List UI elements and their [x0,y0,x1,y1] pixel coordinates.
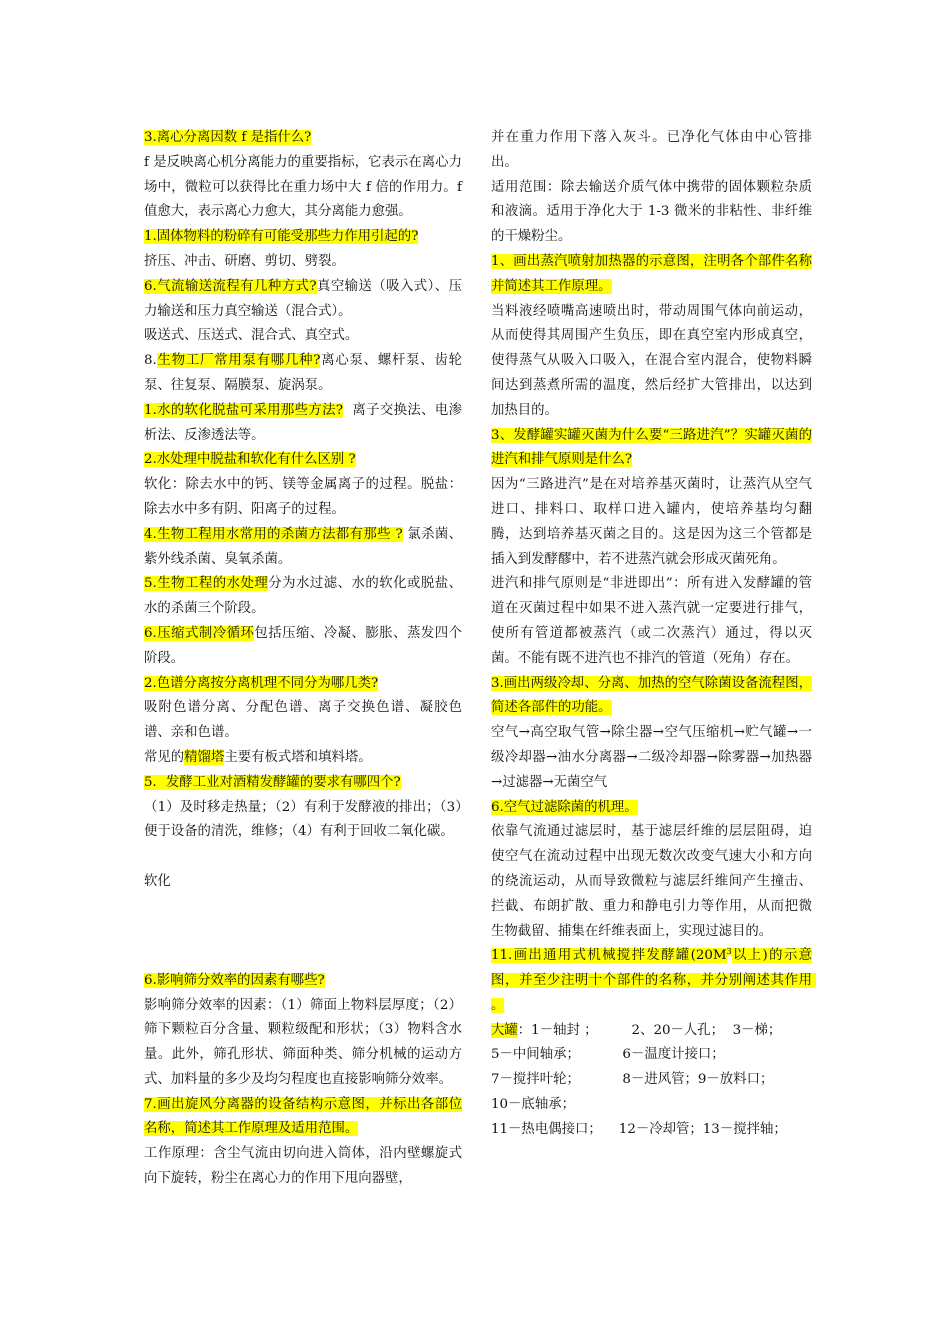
highlighted-text: 6.压缩式制冷循环 [144,625,255,641]
paragraph [144,250,462,275]
paragraph [491,721,812,795]
highlighted-text: 11.画出通用式机械搅拌发酵罐(20M [491,948,727,964]
paragraph [491,424,812,474]
paragraph [144,448,462,473]
text-run: （1）及时移走热量；（2）有利于发酵液的排出；（3）便于设备的清洗，维修；（4）有利于回收二氧化碳。 [144,799,462,840]
highlighted-text: 3、发酵罐实罐灭菌为什么要“三路进汽”？实罐灭菌的进汽和排气原则是什么? [491,427,812,468]
text-run: 适用范围：除去输送介质气体中携带的固体颗粒杂质和液滴。适用于净化大于 1-3 微米的非粘性、非纤维的干燥粉尘。 [491,179,812,245]
paragraph [144,399,462,449]
text-run: 5－中间轴承； 6－温度计接口； [491,1047,725,1063]
text-run: 常见的 [144,749,185,765]
text-run: 挤压、冲击、研磨、剪切、劈裂。 [144,253,345,269]
text-run: 吸送式、压送式、混合式、真空式。 [144,328,359,344]
text-run: 离子交换法、电渗析法、反渗透法等。 [144,402,462,443]
left-column [144,126,471,1192]
paragraph [491,572,812,671]
highlighted-text: 5．发酵工业对酒精发酵罐的要求有哪四个? [144,774,401,790]
paragraph [491,1043,812,1068]
paragraph [144,870,462,895]
text-run: 10－底轴承； [491,1097,575,1113]
paragraph [491,250,812,300]
paragraph [491,473,812,572]
paragraph [491,1093,812,1118]
highlighted-text: 精馏塔 [184,749,225,765]
text-run: 空气→高空取气管→除尘器→空气压缩机→贮气罐→一级冷却器→油水分离器→二级冷却器→除雾器→加热器→过滤器→无菌空气 [491,725,812,790]
paragraph [144,796,462,846]
text-run: f 是反映离心机分离能力的重要指标，它表示在离心力场中，微粒可以获得比在重力场中大 f 倍的作用力。f 值愈大，表示离心力愈大，其分离能力愈强。 [144,154,471,220]
highlighted-text: 6.空气过滤除菌的机理。 [491,799,638,815]
paragraph [491,1068,812,1093]
paragraph [491,672,812,722]
highlighted-text: 1.水的软化脱盐可采用那些方法? [144,402,344,418]
paragraph [491,944,817,1018]
text-run: 影响筛分效率的因素：（1）筛面上物料层厚度；（2）筛下颗粒百分含量、颗粒级配和形状；（3）物料含水量。此外，筛孔形状、筛面种类、筛分机械的运动方式、加料量的多少及均匀程度也直接影响筛分效率。 [144,997,462,1087]
text-run: ：1－轴封 ； 2、20－人孔； 3－梯； [517,1022,782,1038]
paragraph [144,126,462,151]
text-run: 当料液经喷嘴高速喷出时，带动周围气体向前运动，从而使得其周围产生负压，即在真空室内形成真空，使得蒸气从吸入口吸入，在混合室内混合，使物料瞬间达到蒸煮所需的温度，然后经扩大管排出，以达到加热目的。 [491,303,812,418]
highlighted-text: 1、画出蒸汽喷射加热器的示意图，注明各个部件名称并简述其工作原理。 [491,253,812,294]
paragraph [491,1118,812,1143]
paragraph [491,820,812,944]
paragraph [144,1093,462,1143]
paragraph [144,473,462,523]
text-run: 包括压缩、冷凝、膨胀、蒸发四个阶段。 [144,625,462,666]
text-run: 氯杀菌、紫外线杀菌、臭氧杀菌。 [144,526,462,567]
highlighted-text: 5.生物工程的水处理 [144,576,269,592]
highlighted-text: 7.画出旋风分离器的设备结构示意图，并标出各部位名称，简述其工作原理及适用范围。 [144,1096,462,1137]
highlighted-text: 6.影响筛分效率的因素有哪些? [144,972,325,988]
text-run: 工作原理：含尘气流由切向进入筒体，沿内壁螺旋式向下旋转，粉尘在离心力的作用下甩向器壁， [144,1146,462,1187]
text-run: 软化：除去水中的钙、镁等金属离子的过程。脱盐：除去水中多有阴、阳离子的过程。 [144,477,462,517]
text-run: 主要有板式塔和填料塔。 [224,749,372,765]
paragraph [144,225,462,250]
highlighted-text: 2.水处理中脱盐和软化有什么区别 ? [144,452,356,468]
paragraph [491,1019,812,1044]
highlighted-text: 生物工厂常用泵有哪几种? [156,353,321,369]
highlighted-text: 1.固体物料的粉碎有可能受那些力作用引起的? [144,229,419,245]
paragraph [144,151,471,225]
highlighted-text: 大罐 [491,1022,518,1038]
text-run: 并在重力作用下落入灰斗。已净化气体由中心管排出。 [491,130,812,170]
paragraph [491,300,812,424]
highlighted-text: 4.生物工程用水常用的杀菌方法都有那些 ? [144,526,403,542]
paragraph [144,324,462,349]
text-run: 分为水过滤、水的软化或脱盐、水的杀菌三个阶段。 [144,576,462,617]
paragraph [144,622,462,672]
paragraph [144,572,462,622]
highlighted-text: 3.离心分离因数 f 是指什么? [144,130,312,145]
text-run: 吸附色谱分离、分配色谱、离子交换色谱、凝胶色谱、亲和色谱。 [144,700,462,741]
paragraph [144,746,462,771]
right-column [491,126,817,1143]
highlighted-text: 3.画出两级冷却、分离、加热的空气除菌设备流程图，简述各部件的功能。 [491,675,812,716]
highlighted-text: 3 [726,946,732,956]
paragraph [144,349,462,399]
paragraph [144,696,462,746]
text-run: 真空输送（吸入式）、压力输送和压力真空输送（混合式）。 [144,278,462,319]
paragraph [144,994,462,1093]
highlighted-text: 6.气流输送流程有几种方式? [144,278,317,294]
paragraph [144,275,462,325]
paragraph [144,845,462,870]
paragraph [144,672,462,697]
paragraph [144,771,462,796]
paragraph [144,523,462,573]
paragraph [144,969,462,994]
text-run: 依靠气流通过滤层时，基于滤层纤维的层层阻碍，迫使空气在流动过程中出现无数次改变气速大小和方向的绕流运动，从而导致微粒与滤层纤维间产生撞击、拦截、布朗扩散、重力和静电引力等作用，从而把微生物截留、捕集在纤维表面上，实现过滤目的。 [491,824,812,939]
text-run: 11－热电偶接口； 12－冷却管；13－搅拌轴； [491,1121,787,1137]
highlighted-text: 以上)的示意图，并至少注明十个部件的名称，并分别阐述其作用 。 [491,948,817,1013]
text-run: 7－搅拌叶轮； 8－进风管；9－放料口； [491,1072,774,1088]
text-run: 因为“三路进汽”是在对培养基灭菌时，让蒸汽从空气进口、排料口、取样口进入罐内，使培养基均匀翻腾，达到培养基灭菌之目的。这是因为这三个管都是插入到发酵醪中，若不进蒸汽就会形成灭菌死角。 [491,477,812,567]
text-run: 离心泵、螺杆泵、齿轮泵、往复泵、隔膜泵、旋涡泵。 [144,353,462,393]
paragraph [144,1142,462,1192]
paragraph [491,176,812,250]
text-run: 进汽和排气原则是“非进即出”：所有进入发酵罐的管道在灭菌过程中如果不进入蒸汽就一定要进行排气，使所有管道都被蒸汽（或二次蒸汽）通过，得以灭菌。不能有既不进汽也不排汽的管道（死角）存在。 [491,576,812,666]
paragraph [491,126,812,176]
text-run: 软化 [144,873,171,889]
paragraph [491,796,812,821]
text-run: 8. [144,353,157,369]
highlighted-text: 2.色谱分离按分离机理不同分为哪几类? [144,675,379,691]
